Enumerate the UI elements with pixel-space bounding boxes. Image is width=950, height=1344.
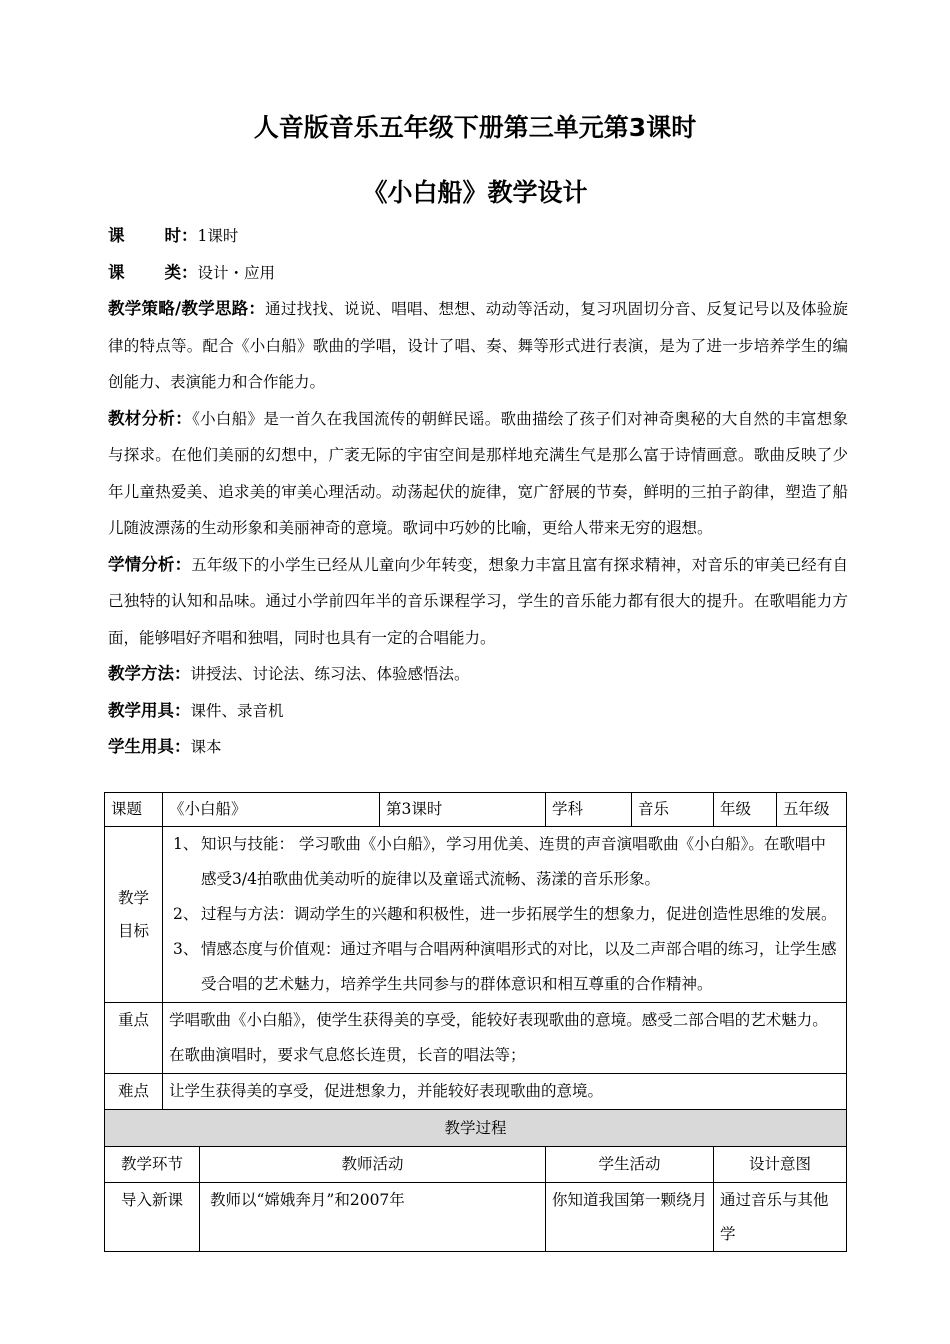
- difficulties-text: 让学生获得美的享受，促进想象力，并能较好表现歌曲的意境。: [163, 1074, 847, 1110]
- class-type-value: 设计・应用: [197, 263, 276, 282]
- lesson-plan-table: [104, 792, 847, 1252]
- objective-item: [173, 897, 840, 932]
- material-label: 教材分析：: [108, 408, 193, 428]
- student-tools-line: [108, 729, 848, 766]
- process-design-intent: 通过音乐与其他学: [714, 1183, 847, 1252]
- subject-label: 学科: [546, 793, 632, 827]
- objective-text: 情感态度与价值观：通过齐唱与合唱两种演唱形式的对比，以及二声部合唱的练习，让学生感受合唱的艺术魅力，培养学生共同参与的群体意识和相互尊重的合作精神。: [201, 940, 837, 993]
- topic-label: 课题: [105, 793, 163, 827]
- material-paragraph: [108, 401, 848, 547]
- process-stage: 导入新课: [105, 1183, 200, 1252]
- difficulties-label: 难点: [105, 1074, 163, 1110]
- class-type-line: 课类：设计・应用: [108, 262, 276, 282]
- methods-line: [108, 656, 848, 693]
- process-title: 教学过程: [105, 1110, 847, 1147]
- student-tools-value: 课本: [190, 738, 222, 756]
- class-hours-line: 课时：1课时: [108, 226, 239, 245]
- student-tools-label: 学生用具：: [108, 737, 191, 756]
- strategy-text: 通过找找、说说、唱唱、想想、动动等活动，复习巩固切分音、反复记号以及体验旋律的特点等。配合《小白船》歌曲的学唱，设计了唱、奏、舞等形式进行表演，是为了进一步培养学生的编创能力、表演能力和合作能力。: [108, 300, 848, 391]
- objective-text: 过程与方法：调动学生的兴趣和积极性，进一步拓展学生的想象力，促进创造性思维的发展。: [201, 905, 837, 923]
- table-row-process-title: [105, 1110, 847, 1147]
- table-row-header-info: [105, 793, 847, 827]
- key-points-label: 重点: [105, 1003, 163, 1074]
- objective-item: [173, 932, 840, 1002]
- objective-number: 3、: [173, 940, 199, 958]
- grade-label: 年级: [714, 793, 777, 827]
- subject-value: 音乐: [632, 793, 714, 827]
- table-row-difficulties: [105, 1074, 847, 1110]
- teaching-tools-value: 课件、录音机: [190, 701, 284, 720]
- methods-label: 教学方法：: [108, 664, 191, 683]
- class-type-label: 课: [108, 262, 165, 282]
- objectives-content: [163, 827, 847, 1003]
- document-subtitle: 《小白船》教学设计: [362, 178, 588, 207]
- students-paragraph: [108, 547, 848, 657]
- students-label: 学情分析：: [108, 554, 192, 574]
- column-header-intent: 设计意图: [714, 1147, 847, 1183]
- table-row-key-points: [105, 1003, 847, 1074]
- teaching-tools-line: [108, 693, 848, 730]
- lesson-number: 第3课时: [380, 793, 546, 827]
- teaching-tools-label: 教学用具：: [108, 700, 191, 720]
- grade-value: 五年级: [777, 793, 847, 827]
- strategy-label: 教学策略/教学思路：: [108, 299, 266, 318]
- info-section: [108, 218, 848, 766]
- column-header-stage: 教学环节: [105, 1147, 200, 1183]
- column-header-student: 学生活动: [546, 1147, 714, 1183]
- class-hours-value: 1课时: [197, 227, 239, 245]
- table-row-process-columns: [105, 1147, 847, 1183]
- table-row-objectives: [105, 827, 847, 1003]
- objective-number: 1、: [173, 835, 199, 853]
- column-header-teacher: 教师活动: [200, 1147, 546, 1183]
- material-text: 《小白船》是一首久在我国流传的朝鲜民谣。歌曲描绘了孩子们对神奇奥秘的大自然的丰富想象与探求。在他们美丽的幻想中，广袤无际的宇宙空间是那样地充满生气是那么富于诗情画意。歌曲反映了少年儿童热爱美、追求美的审美心理活动。动荡起伏的旋律，宽广舒展的节奏，鲜明的三拍子韵律，塑造了船儿随波漂荡的生动形象和美丽神奇的意境。歌词中巧妙的比喻，更给人带来无穷的遐想。: [108, 409, 849, 537]
- document-title: 人音版音乐五年级下册第三单元第3课时: [253, 113, 697, 142]
- table-row: [105, 1183, 847, 1252]
- objective-item: [173, 827, 840, 897]
- methods-value: 讲授法、讨论法、练习法、体验感悟法。: [190, 665, 470, 683]
- key-points-text: 学唱歌曲《小白船》，使学生获得美的享受，能较好表现歌曲的意境。感受二部合唱的艺术魅力。在歌曲演唱时，要求气息悠长连贯，长音的唱法等；: [163, 1003, 847, 1074]
- objective-number: 2、: [173, 905, 199, 923]
- objective-text: 知识与技能： 学习歌曲《小白船》，学习用优美、连贯的声音演唱歌曲《小白船》。在歌唱中感受3/4拍歌曲优美动听的旋律以及童谣式流畅、荡漾的音乐形象。: [201, 835, 826, 888]
- students-text: 五年级下的小学生已经从儿童向少年转变，想象力丰富且富有探求精神，对音乐的审美已经有自己独特的认知和品味。通过小学前四年半的音乐课程学习，学生的音乐能力都有很大的提升。在歌唱能力方面，能够唱好齐唱和独唱，同时也具有一定的合唱能力。: [108, 555, 849, 647]
- objectives-label: 教学目标: [105, 827, 163, 1003]
- strategy-paragraph: [108, 291, 848, 401]
- process-student-activity: 你知道我国第一颗绕月: [546, 1183, 714, 1252]
- class-hours-label: 课: [108, 226, 165, 245]
- topic-value: 《小白船》: [163, 793, 380, 827]
- process-teacher-activity: 教师以“嫦娥奔月”和2007年: [200, 1183, 546, 1252]
